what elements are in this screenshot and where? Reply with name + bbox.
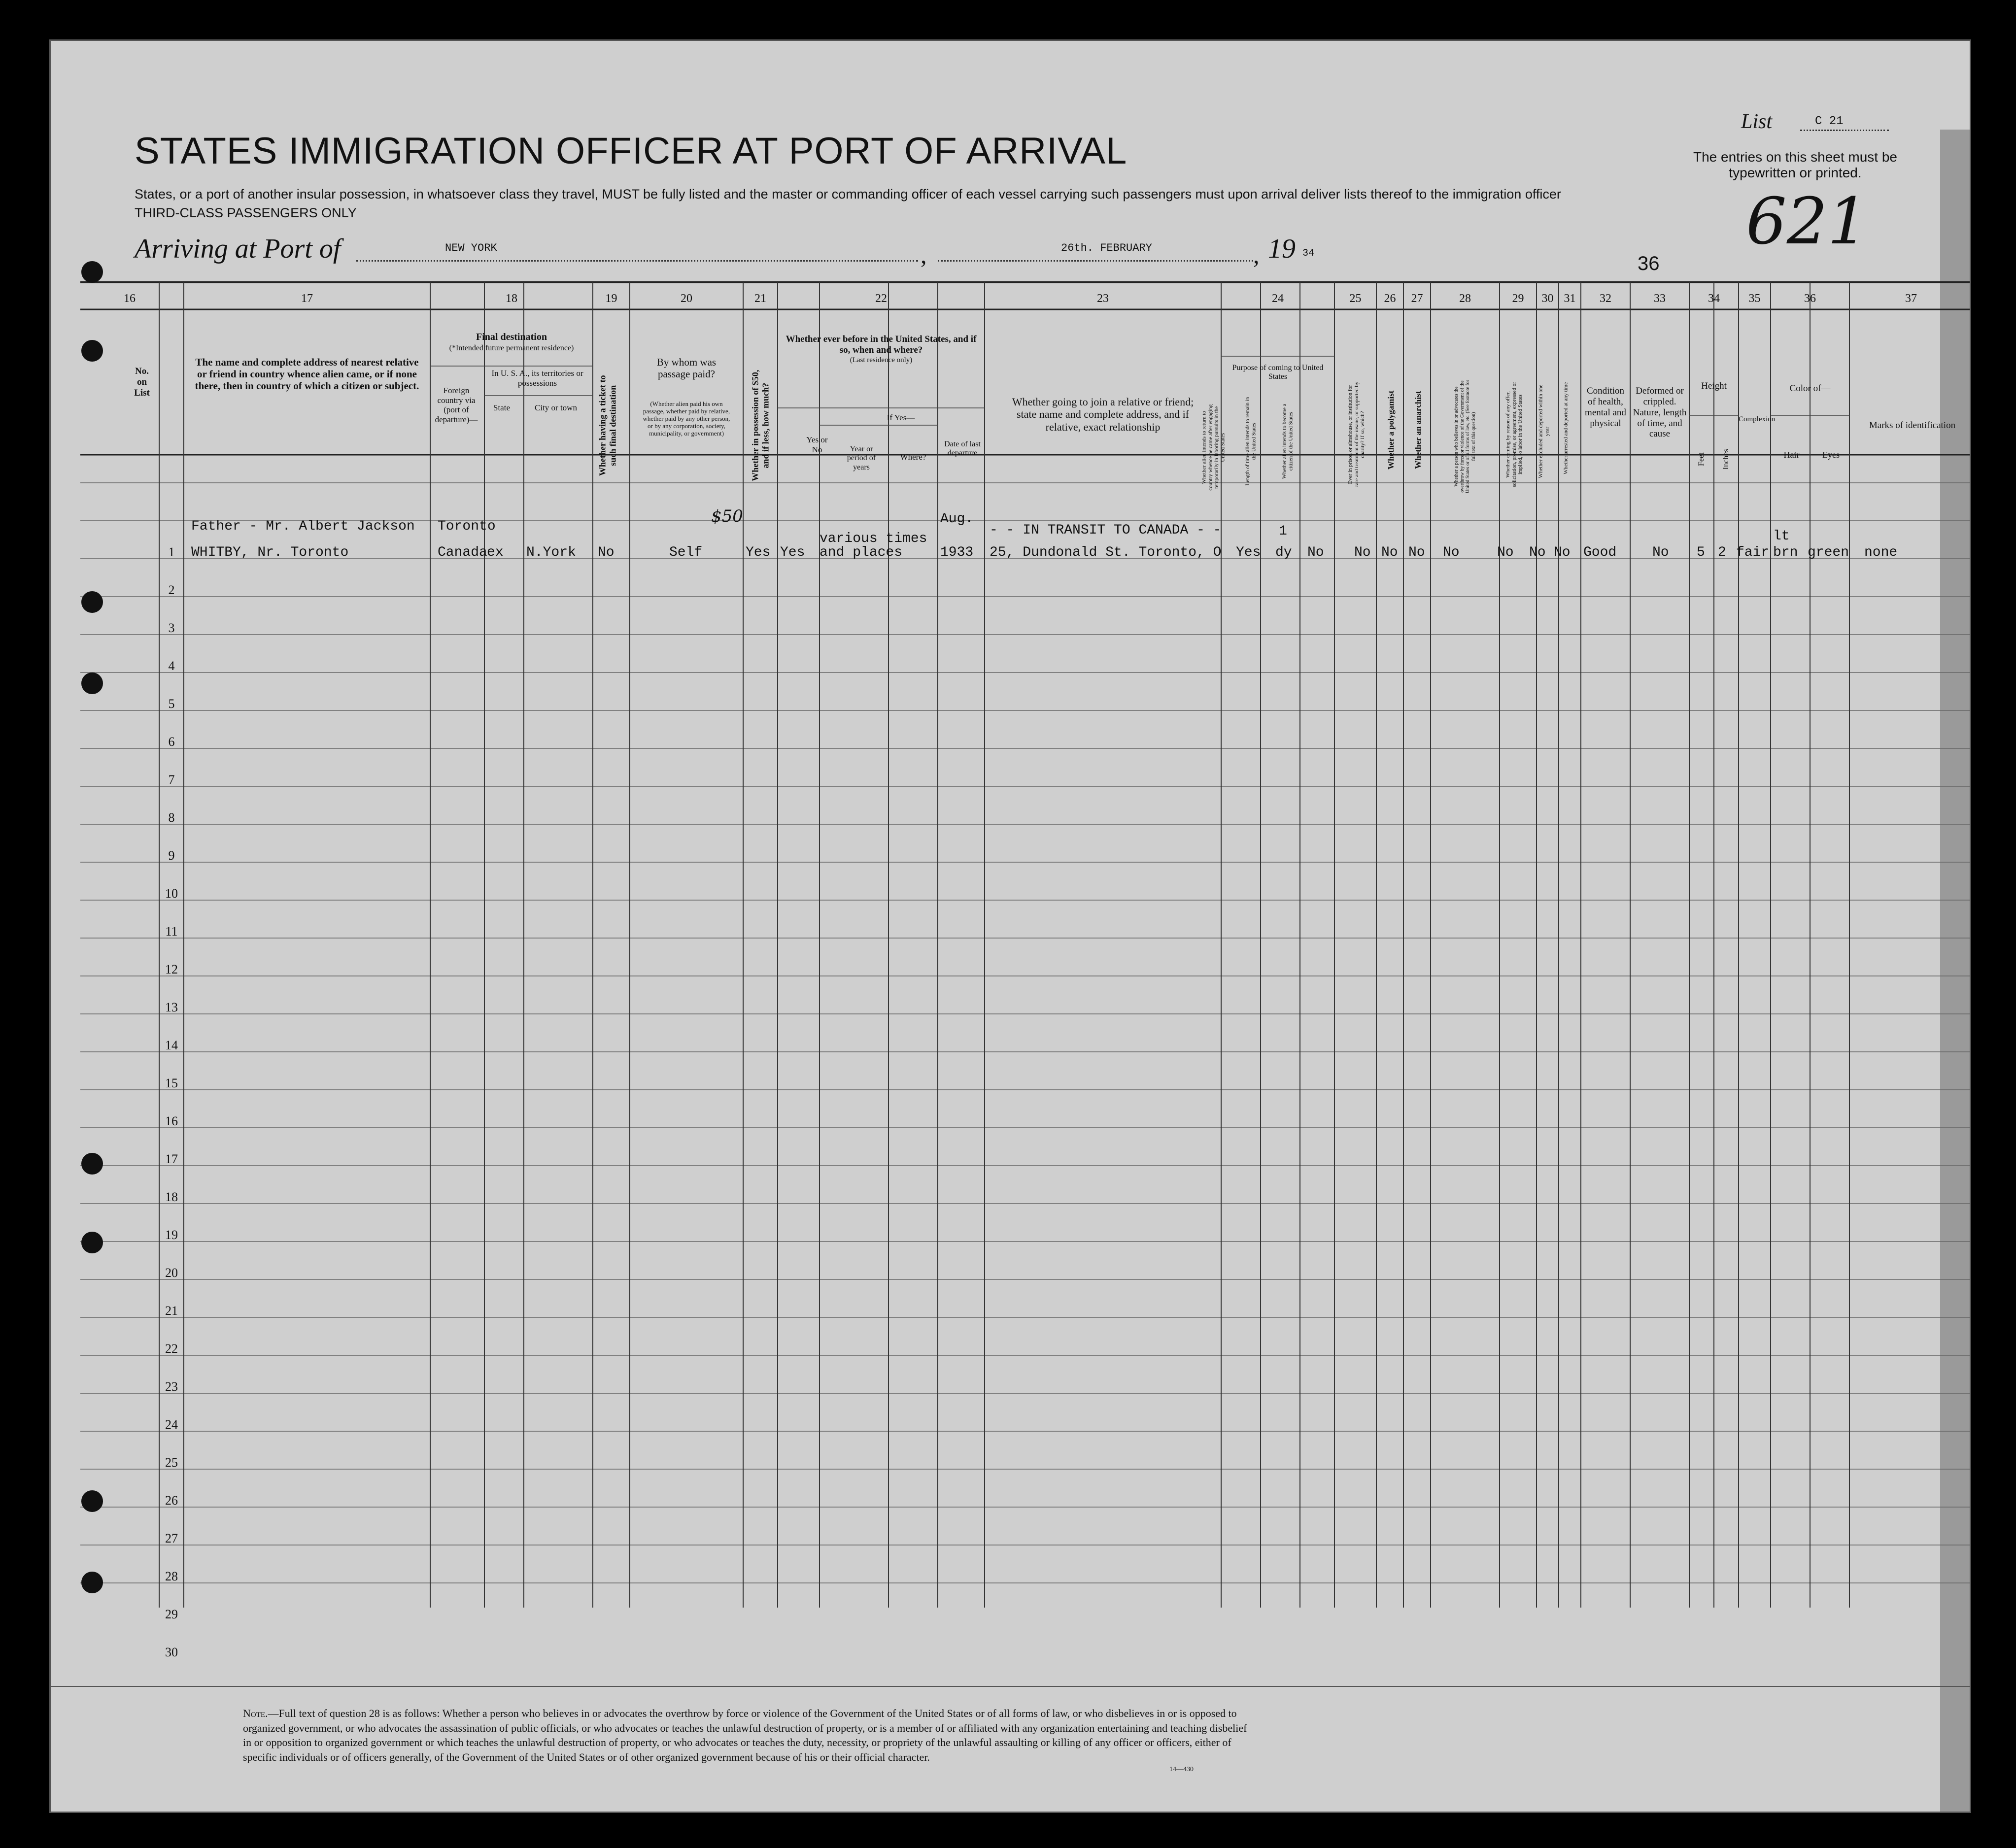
list-label: List (1741, 110, 1773, 133)
page-title: STATES IMMIGRATION OFFICER AT PORT OF ARRIVAL (135, 130, 1128, 172)
row-number: 6 (168, 735, 175, 749)
row-number: 11 (165, 924, 178, 939)
manifest-sheet (49, 39, 1971, 1813)
date-line (938, 260, 1253, 262)
entry-labor-offer: No (1497, 545, 1514, 560)
entry-foreign-country-line-2: Canada (438, 545, 487, 560)
binder-hole (81, 1572, 103, 1593)
row-number: 25 (165, 1455, 178, 1470)
col-header-length-of-stay: Length of time alien intends to remain in the United States (1244, 397, 1257, 486)
handwritten-page-number: 621 (1746, 184, 1869, 259)
col-header-anarchist: Whether an anarchist (1413, 391, 1423, 469)
col-num-34: 34 (1708, 292, 1720, 305)
col-num-31: 31 (1564, 292, 1576, 305)
col-num-26: 26 (1384, 292, 1396, 305)
col-num-30: 30 (1541, 292, 1554, 305)
entry-prison: No (1354, 545, 1371, 560)
entry-city: N.York (526, 545, 576, 560)
entry-before-in-us: Yes (780, 545, 805, 560)
entry-return-intent: Yes (1236, 545, 1261, 560)
comma-1: , (921, 241, 927, 269)
row-number: 7 (168, 773, 175, 787)
col-num-37: 37 (1905, 292, 1917, 305)
row-number: 19 (165, 1228, 178, 1242)
col-num-16: 16 (124, 292, 136, 305)
col-header-deported: Whether arrested and deported at any time (1563, 382, 1569, 474)
entry-anarchist: No (1408, 545, 1425, 560)
entry-joining-line-1: - - IN TRANSIT TO CANADA - - (990, 523, 1222, 538)
binder-hole (81, 591, 103, 613)
entry-relative-line-2: WHITBY, Nr. Toronto (191, 545, 349, 560)
col-header-final-destination: Final destination (476, 332, 547, 342)
col-header-labor-offer: Whether coming by reason of any offer, solicitation, promise, or agreement, expressed or implied, to labor in the United States (1505, 382, 1524, 487)
entry-health: Good (1583, 545, 1617, 560)
row-number: 30 (165, 1645, 178, 1659)
col-num-35: 35 (1748, 292, 1761, 305)
col-header-joining: Whether going to join a relative or friend; state name and complete address, and if relative, exact relationship (1012, 396, 1194, 433)
manifest-grid (51, 41, 1971, 1813)
col-header-eyes: Eyes (1822, 450, 1840, 460)
entry-years-line-1: various times (820, 531, 927, 546)
arriving-label: Arriving at Port of (135, 234, 341, 264)
row-number: 21 (165, 1304, 178, 1318)
entry-complexion: fair (1736, 545, 1770, 560)
entry-citizen-intent: No (1307, 545, 1324, 560)
col-num-29: 29 (1512, 292, 1524, 305)
entry-q28: No (1443, 545, 1460, 560)
col-num-33: 33 (1654, 292, 1666, 305)
col-num-22: 22 (875, 292, 887, 305)
row-number: 24 (165, 1417, 178, 1432)
col-header-citizen-intent: Whether alien intends to become a citizen of the United States (1281, 403, 1294, 479)
col-header-final-destination-note: (*Intended future permanent residence) (449, 344, 574, 352)
row-number: 20 (165, 1266, 178, 1280)
binder-hole (81, 261, 103, 283)
row-number: 2 (168, 583, 175, 597)
year-suffix: 34 (1302, 248, 1315, 259)
col-header-before-in-us-note: (Last residence only) (850, 356, 913, 364)
col-num-18: 18 (506, 292, 517, 305)
col-header-passage-paid: By whom was passage paid? (656, 356, 717, 380)
entry-foreign-country-line-1: Toronto (438, 519, 496, 534)
col-header-health: Condition of health, mental and physical (1585, 386, 1626, 429)
footnote (243, 1706, 1253, 1765)
comma-2: , (1253, 241, 1260, 269)
list-number-line (1800, 130, 1889, 131)
col-header-marks: Marks of identification (1869, 420, 1956, 431)
col-header-prison: Ever in prison or almshouse, or institution for care and treatment of the insane, or supported by charity? If so, which? (1347, 381, 1366, 488)
row-number: 3 (168, 621, 175, 635)
row-number: 16 (165, 1114, 178, 1128)
sheet-number: 36 (1638, 253, 1660, 274)
entry-paid-by: Self (669, 545, 703, 560)
row-number: 13 (165, 1000, 178, 1014)
col-header-ticket: Whether having a ticket to such final destination (597, 375, 617, 476)
entry-last-departure-line-1: Aug. (940, 511, 974, 527)
entry-relative-line-1: Father - Mr. Albert Jackson (191, 519, 415, 534)
col-header-money: Whether in possession of $50, and if less, how much? (750, 370, 770, 481)
col-num-32: 32 (1600, 292, 1611, 305)
port-of-arrival: NEW YORK (445, 242, 497, 254)
col-header-relative: The name and complete address of nearest relative or friend in country whence alien came, or if none there, then in country of which a citizen or subject. (195, 356, 419, 392)
binder-hole (81, 672, 103, 694)
binder-hole (81, 1490, 103, 1512)
col-header-feet: Feet (1697, 452, 1706, 466)
entry-deformed: No (1652, 545, 1669, 560)
page-subtitle: States, or a port of another insular possession, in whatsoever class they travel, MUST be fully listed and the master or commanding officer of each vessel carrying such passengers must upon arrival deliver lists thereof to the immigration officer (135, 187, 1561, 202)
col-header-before-in-us: Whether ever before in the United States, and if so, when and where? (786, 334, 977, 355)
entry-hair-line-2: brn (1773, 545, 1798, 560)
col-header-if-yes: If Yes— (887, 413, 915, 422)
entry-deported: No (1554, 545, 1571, 560)
col-header-no-on-list: No. on List (134, 366, 150, 398)
binder-hole (81, 340, 103, 362)
binder-hole (81, 1153, 103, 1175)
col-header-in-usa: In U. S. A., its territories or possessions (491, 369, 583, 388)
col-num-28: 28 (1459, 292, 1471, 305)
row-number: 10 (165, 886, 178, 901)
row-number: 23 (165, 1379, 178, 1394)
col-header-complexion: Complexion (1739, 415, 1776, 423)
col-header-return-intent: Whether alien intends to return to country whence he came after engaging temporarily in laboring pursuits in the United States (1201, 404, 1226, 491)
col-num-20: 20 (681, 292, 692, 305)
col-header-polygamist: Whether a polygamist (1386, 390, 1396, 470)
col-header-year-period: Year or period of years (847, 445, 876, 471)
col-header-foreign-country: Foreign country via (port of departure)— (435, 386, 478, 424)
row-number: 26 (165, 1493, 178, 1508)
col-num-36: 36 (1804, 292, 1816, 305)
entry-feet: 5 (1697, 545, 1705, 560)
row-number: 8 (168, 810, 175, 825)
col-num-27: 27 (1411, 292, 1423, 305)
row-number: 1 (168, 545, 175, 559)
col-num-23: 23 (1097, 292, 1109, 305)
entry-hair-line-1: lt (1773, 529, 1790, 544)
row-number: 29 (165, 1607, 178, 1621)
col-num-25: 25 (1349, 292, 1362, 305)
row-number: 28 (165, 1569, 178, 1583)
entry-money: Yes (746, 545, 771, 560)
col-num-19: 19 (605, 292, 617, 305)
row-number: 5 (168, 697, 175, 711)
col-header-state: State (493, 403, 510, 412)
row-number: 4 (168, 659, 175, 673)
col-header-height: Height (1701, 381, 1727, 391)
col-header-date-last-departure: Date of last departure (944, 440, 981, 458)
row-number: 12 (165, 962, 178, 976)
row-number: 15 (165, 1076, 178, 1090)
col-num-17: 17 (301, 292, 313, 305)
col-header-q28: Whether a person who believes in or advocates the overthrow by force or violence of the Government of the United States or of all forms of law, etc. (See footnote for full text of this question) (1454, 379, 1476, 494)
col-header-purpose: Purpose of coming to United States (1232, 364, 1324, 381)
entries-note: The entries on this sheet must be typewritten or printed. (1693, 149, 1897, 180)
row-number: 27 (165, 1531, 178, 1546)
footnote-text: —Full text of question 28 is as follows: Whether a person who believes in or advocates the overthrow by force or violence of the Government of the United States or of all forms of law, or who disbelieves in or is opposed to organized government, or who advocates the assassination of public officials, or who advocates or teaches the unlawful destruction of property, or is a member of or affiliated with any organization entertaining and teaching disbelief in or opposition to organized government or which teaches the unlawful destruction of property, or who advocates or teaches the duty, necessity, or propriety of the unlawful assaulting or killing of any officer or officers, either of specific individuals or of officers generally, of the Government of the United States or of other organized government because of his or their official character. (243, 1707, 1247, 1764)
col-header-city: City or town (535, 403, 577, 412)
row-number: 18 (165, 1190, 178, 1204)
entry-eyes: green (1808, 545, 1849, 560)
col-header-inches: Inches (1721, 449, 1730, 470)
entry-inches: 2 (1718, 545, 1726, 560)
col-header-color-of: Color of— (1789, 383, 1831, 394)
entry-state: ex (487, 545, 504, 560)
col-header-yes-no: Yes or No (806, 435, 828, 454)
row-number: 14 (165, 1038, 178, 1052)
entry-years-line-2: and places (820, 545, 903, 560)
entry-last-departure-line-2: 1933 (940, 545, 974, 560)
col-header-passage-paid-note: (Whether alien paid his own passage, whether paid by relative, whether paid by any other person, or by any corporation, society, municipality, or government) (643, 400, 730, 437)
arrival-date: 26th. FEBRUARY (1061, 242, 1152, 254)
entry-length-line-2: dy (1275, 545, 1292, 560)
col-header-deformed: Deformed or crippled. Nature, length of time, and cause (1633, 386, 1687, 439)
col-header-hair: Hair (1783, 450, 1800, 460)
entry-excluded: No (1529, 545, 1546, 560)
year-prefix: 19 (1268, 234, 1296, 264)
list-number: C 21 (1815, 115, 1844, 128)
entry-money-annotation: $50 (711, 506, 743, 526)
entry-length-line-1: 1 (1279, 524, 1287, 539)
page-edge (1940, 130, 1970, 1813)
page-subtitle-2: THIRD-CLASS PASSENGERS ONLY (135, 205, 357, 220)
binder-hole (81, 1232, 103, 1253)
entry-polygamist: No (1381, 545, 1398, 560)
col-header-where: Where? (900, 452, 926, 462)
row-number: 22 (165, 1342, 178, 1356)
entry-joining-line-2: 25, Dundonald St. Toronto, O (990, 545, 1222, 560)
entry-ticket: No (598, 545, 615, 560)
entry-marks: none (1864, 545, 1898, 560)
port-line (356, 260, 918, 262)
col-header-excluded: Whether excluded and deported within one year (1538, 384, 1550, 478)
form-number: 14—430 (1169, 1766, 1194, 1773)
footnote-label: Note. (243, 1707, 268, 1719)
row-number: 9 (168, 848, 175, 863)
col-num-21: 21 (754, 292, 766, 305)
row-number: 17 (165, 1152, 178, 1166)
col-num-24: 24 (1272, 292, 1284, 305)
